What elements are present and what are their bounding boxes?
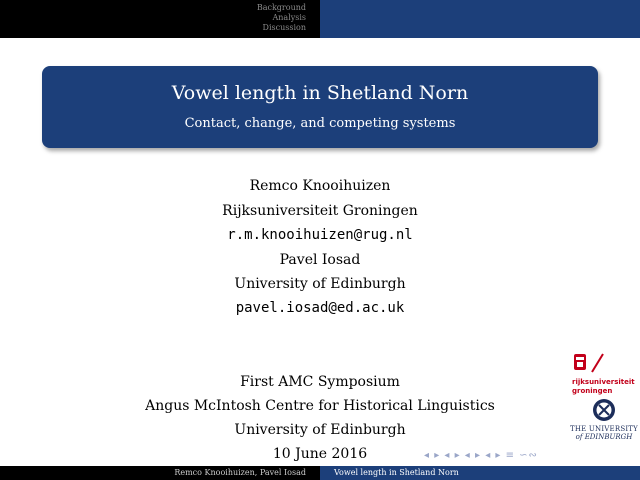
groningen-logo [570, 352, 638, 398]
footer-title: Vowel length in Shetland Norn [320, 466, 640, 480]
header-blue-block [320, 0, 640, 38]
header-bar [0, 0, 640, 38]
author-1-email: r.m.knooihuizen@rug.nl [227, 227, 413, 243]
nav-link-discussion[interactable]: Discussion [262, 23, 306, 32]
presentation-title: Vowel length in Shetland Norn [171, 82, 469, 104]
edinburgh-text-line1: THE UNIVERSITY [570, 425, 638, 433]
author-2-affiliation: University of Edinburgh [234, 276, 406, 292]
footer-authors: Remco Knooihuizen, Pavel Iosad [0, 466, 320, 480]
author-2-name: Pavel Iosad [279, 252, 361, 268]
author-1-affiliation: Rijksuniversiteit Groningen [222, 203, 418, 219]
edinburgh-text-line2: of EDINBURGH [575, 433, 633, 441]
event-institution: University of Edinburgh [234, 422, 406, 438]
event-name: First AMC Symposium [240, 374, 400, 390]
event-date: 10 June 2016 [272, 446, 368, 462]
edinburgh-crest-icon [592, 398, 616, 422]
event-host: Angus McIntosh Centre for Historical Linguistics [145, 398, 495, 414]
nav-link-analysis[interactable]: Analysis [272, 13, 306, 22]
title-box [42, 66, 598, 148]
groningen-text-line1: rijksuniversiteit [572, 378, 635, 386]
author-2-email: pavel.iosad@ed.ac.uk [235, 300, 405, 316]
author-1-name: Remco Knooihuizen [249, 178, 391, 194]
footer-bar [0, 466, 640, 480]
beamer-navigation-controls[interactable]: ◂ ▸ ◂ ▸ ◂ ▸ ◂ ▸ ≡ ∽∾ [424, 450, 538, 461]
presentation-subtitle: Contact, change, and competing systems [184, 116, 456, 131]
nav-link-background[interactable]: Background [256, 3, 306, 12]
groningen-crest-icon [572, 352, 606, 374]
edinburgh-logo [570, 398, 638, 444]
groningen-text-line2: groningen [572, 387, 613, 395]
section-nav [0, 0, 320, 38]
